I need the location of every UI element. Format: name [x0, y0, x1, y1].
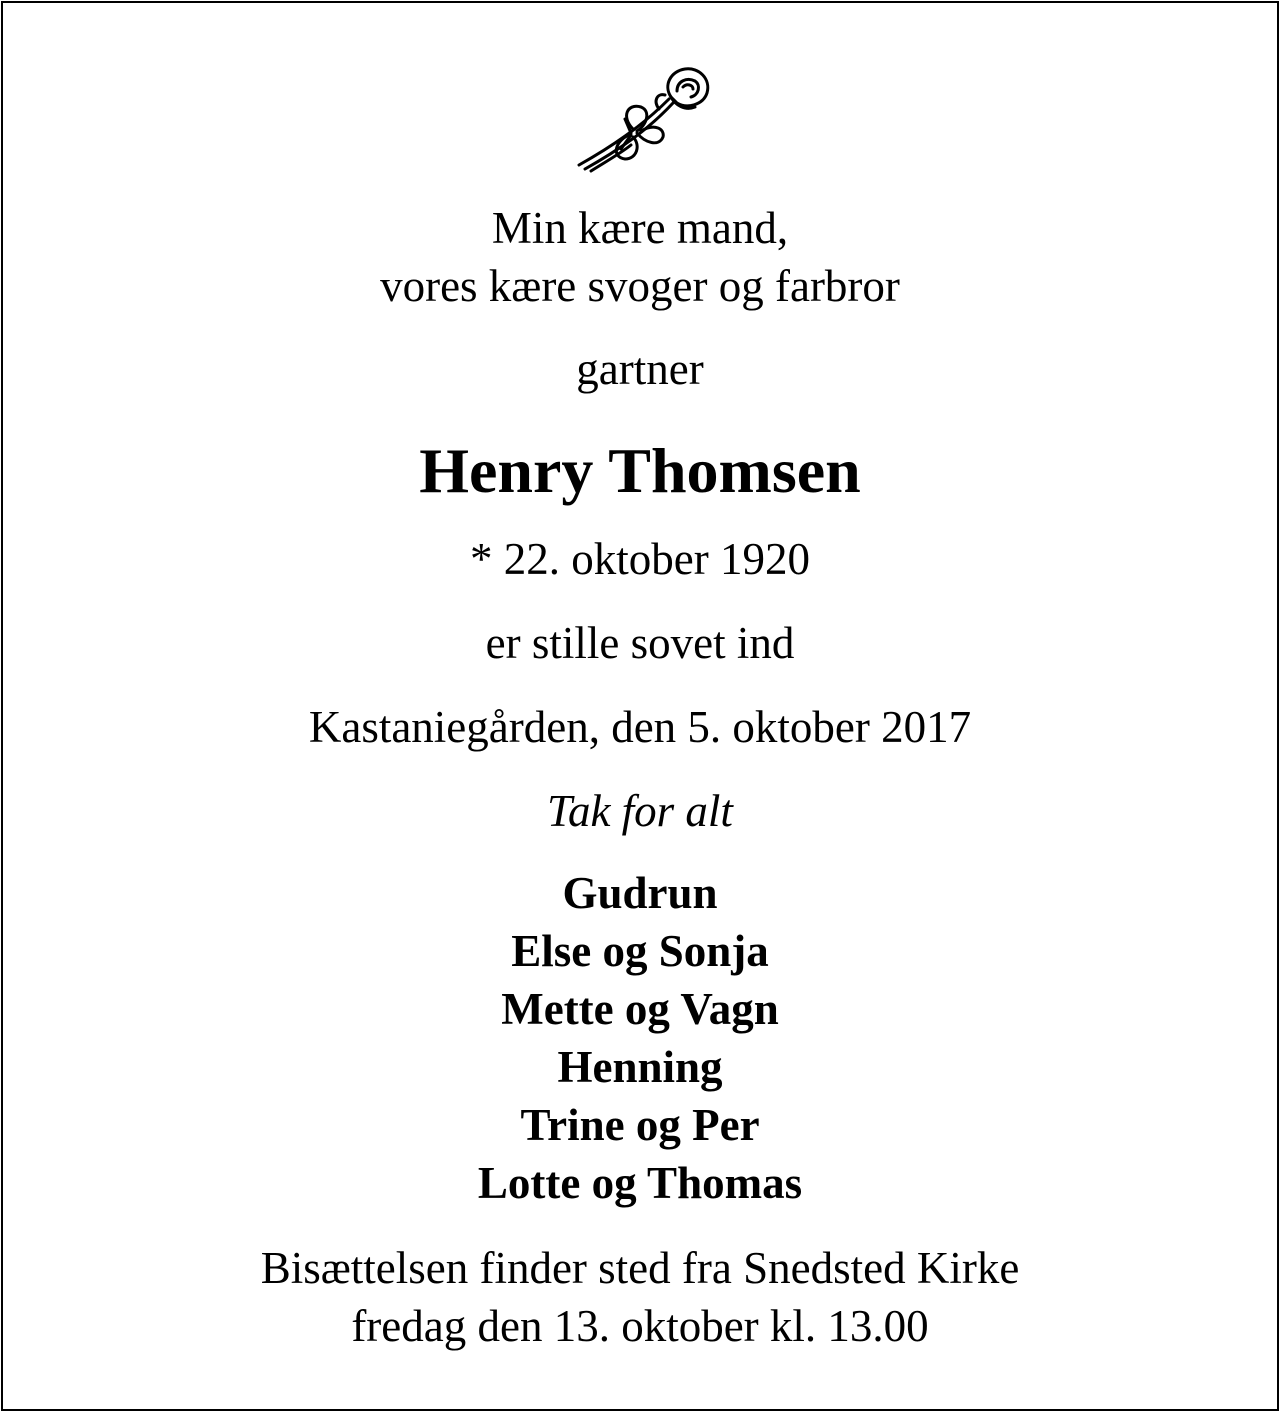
birth-date: * 22. oktober 1920 — [470, 534, 810, 584]
obituary-card — [1, 1, 1279, 1411]
intro-line: Min kære mand, — [491, 203, 789, 253]
occupation-title: gartner — [576, 344, 704, 394]
family-name: Lotte og Thomas — [477, 1158, 803, 1208]
place-and-date: Kastaniegården, den 5. oktober 2017 — [308, 702, 972, 752]
family-name: Trine og Per — [520, 1100, 760, 1150]
rose-icon — [571, 61, 715, 173]
funeral-line: fredag den 13. oktober kl. 13.00 — [351, 1301, 929, 1351]
family-names — [3, 864, 1277, 1212]
family-name: Gudrun — [562, 868, 718, 918]
deceased-name: Henry Thomsen — [419, 435, 861, 506]
funeral-info — [3, 1239, 1277, 1355]
funeral-line: Bisættelsen finder sted fra Snedsted Kirke — [260, 1243, 1020, 1293]
family-name: Mette og Vagn — [501, 984, 779, 1034]
thanks-text: Tak for alt — [547, 786, 733, 836]
intro-text — [3, 199, 1277, 315]
intro-line: vores kære svoger og farbror — [380, 261, 900, 311]
passed-text: er stille sovet ind — [485, 618, 795, 668]
family-name: Else og Sonja — [511, 926, 769, 976]
family-name: Henning — [557, 1042, 723, 1092]
